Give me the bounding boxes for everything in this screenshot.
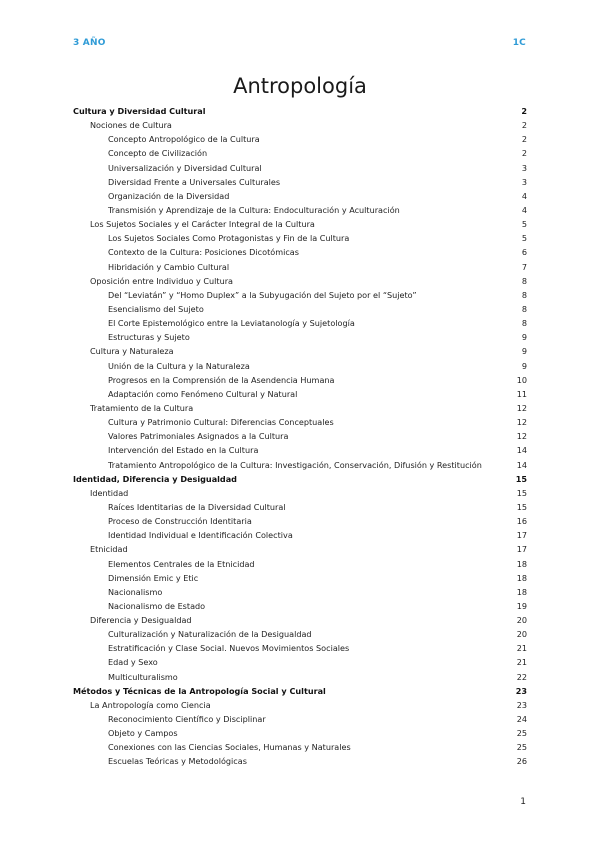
toc-entry-title: Conexiones con las Ciencias Sociales, Humanas y Naturales <box>108 742 351 753</box>
toc-entry-page: 21 <box>516 657 527 668</box>
toc-entry-level-3[interactable] <box>73 189 527 203</box>
toc-entry-page: 15 <box>515 473 527 484</box>
toc-entry-level-3[interactable] <box>73 557 527 571</box>
toc-entry-level-3[interactable] <box>73 302 527 316</box>
toc-entry-title: Métodos y Técnicas de la Antropología Social y Cultural <box>73 685 326 696</box>
toc-entry-level-3[interactable] <box>73 443 527 457</box>
toc-entry-page: 9 <box>521 346 527 357</box>
toc-entry-title: Contexto de la Cultura: Posiciones Dicotómicas <box>108 247 299 258</box>
toc-entry-title: Identidad, Diferencia y Desigualdad <box>73 473 237 484</box>
toc-entry-title: Dimensión Emic y Etic <box>108 572 199 583</box>
toc-entry-title: Cultura y Diversidad Cultural <box>73 106 206 116</box>
toc-entry-level-2[interactable] <box>73 217 527 231</box>
toc-entry-level-1[interactable] <box>73 472 527 486</box>
toc-entry-page: 17 <box>516 544 527 555</box>
toc-entry-page: 12 <box>516 402 527 413</box>
toc-entry-page: 15 <box>516 487 527 498</box>
toc-entry-level-3[interactable] <box>73 146 527 160</box>
toc-entry-level-3[interactable] <box>73 458 527 472</box>
toc-entry-page: 2 <box>521 148 527 159</box>
toc-entry-level-3[interactable] <box>73 670 527 684</box>
toc-entry-title: Tratamiento de la Cultura <box>90 402 194 413</box>
toc-entry-title: Culturalización y Naturalización de la Desigualdad <box>108 629 312 640</box>
toc-entry-title: Organización de la Diversidad <box>108 190 230 201</box>
toc-entry-level-3[interactable] <box>73 641 527 655</box>
toc-entry-level-2[interactable] <box>73 118 527 132</box>
toc-entry-page: 18 <box>516 586 527 597</box>
toc-entry-title: Nacionalismo <box>108 586 163 597</box>
toc-entry-title: Nacionalismo de Estado <box>108 600 206 611</box>
toc-entry-page: 21 <box>516 643 527 654</box>
toc-entry-level-3[interactable] <box>73 260 527 274</box>
toc-entry-page: 20 <box>516 615 527 626</box>
toc-entry-page: 25 <box>516 728 527 739</box>
toc-entry-page: 6 <box>521 247 527 258</box>
toc-entry-page: 9 <box>521 360 527 371</box>
toc-entry-page: 12 <box>516 417 527 428</box>
toc-entry-page: 14 <box>516 459 527 470</box>
header-course-year: 3 AÑO <box>73 38 106 48</box>
toc-entry-page: 8 <box>521 303 527 314</box>
toc-entry-page: 2 <box>521 134 527 145</box>
toc-entry-title: Identidad <box>90 487 129 498</box>
toc-entry-page: 15 <box>516 501 527 512</box>
toc-entry-title: Etnicidad <box>90 544 128 555</box>
toc-entry-level-3[interactable] <box>73 373 527 387</box>
toc-entry-page: 8 <box>521 289 527 300</box>
toc-entry-title: Los Sujetos Sociales Como Protagonistas y Fin de la Cultura <box>108 233 350 244</box>
toc-entry-page: 2 <box>521 120 527 131</box>
table-of-contents <box>73 104 527 769</box>
toc-entry-title: Valores Patrimoniales Asignados a la Cultura <box>108 431 289 442</box>
toc-entry-level-1[interactable] <box>73 684 527 698</box>
toc-entry-level-3[interactable] <box>73 359 527 373</box>
header-term: 1C <box>512 38 526 48</box>
toc-entry-title: Diversidad Frente a Universales Culturales <box>108 176 281 187</box>
toc-entry-page: 22 <box>516 671 527 682</box>
toc-entry-page: 12 <box>516 431 527 442</box>
toc-entry-level-3[interactable] <box>73 132 527 146</box>
toc-entry-page: 8 <box>521 275 527 286</box>
toc-entry-level-3[interactable] <box>73 415 527 429</box>
toc-entry-page: 18 <box>516 572 527 583</box>
toc-entry-page: 5 <box>521 233 527 244</box>
page-number: 1 <box>520 797 526 807</box>
toc-entry-page: 11 <box>516 388 527 399</box>
toc-entry-title: Elementos Centrales de la Etnicidad <box>108 558 255 569</box>
document-title: Antropología <box>233 74 367 98</box>
toc-entry-title: Concepto de Civilización <box>108 148 208 159</box>
toc-entry-level-3[interactable] <box>73 387 527 401</box>
toc-entry-title: Del “Leviatán” y “Homo Duplex” a la Subyugación del Sujeto por el “Sujeto” <box>108 289 417 300</box>
toc-entry-page: 4 <box>521 190 527 201</box>
toc-entry-title: Estratificación y Clase Social. Nuevos Movimientos Sociales <box>108 643 350 654</box>
toc-entry-title: Edad y Sexo <box>108 657 158 668</box>
toc-entry-level-3[interactable] <box>73 231 527 245</box>
toc-entry-page: 16 <box>516 516 527 527</box>
toc-entry-title: Unión de la Cultura y la Naturaleza <box>108 360 250 371</box>
toc-entry-page: 20 <box>516 629 527 640</box>
toc-entry-level-3[interactable] <box>73 514 527 528</box>
toc-entry-title: Raíces Identitarias de la Diversidad Cultural <box>108 501 286 512</box>
toc-entry-title: Diferencia y Desigualdad <box>90 615 192 626</box>
toc-entry-level-2[interactable] <box>73 486 527 500</box>
toc-entry-level-3[interactable] <box>73 599 527 613</box>
toc-entry-page: 9 <box>521 332 527 343</box>
toc-entry-level-3[interactable] <box>73 740 527 754</box>
toc-entry-title: Adaptación como Fenómeno Cultural y Natural <box>108 388 298 399</box>
toc-entry-title: Reconocimiento Científico y Disciplinar <box>108 714 266 725</box>
toc-entry-level-1[interactable] <box>73 104 527 118</box>
toc-entry-title: Hibridación y Cambio Cultural <box>108 261 230 272</box>
toc-entry-page: 25 <box>516 742 527 753</box>
toc-entry-title: Esencialismo del Sujeto <box>108 303 204 314</box>
toc-entry-title: Nociones de Cultura <box>90 120 172 131</box>
toc-entry-level-3[interactable] <box>73 528 527 542</box>
toc-entry-title: Escuelas Teóricas y Metodológicas <box>108 756 247 767</box>
toc-entry-level-3[interactable] <box>73 175 527 189</box>
toc-entry-title: Cultura y Patrimonio Cultural: Diferencias Conceptuales <box>108 417 334 428</box>
toc-entry-level-2[interactable] <box>73 698 527 712</box>
toc-entry-title: Objeto y Campos <box>108 728 178 739</box>
toc-entry-level-2[interactable] <box>73 274 527 288</box>
toc-entry-page: 23 <box>516 699 527 710</box>
toc-entry-page: 17 <box>516 530 527 541</box>
toc-entry-page: 2 <box>521 106 527 116</box>
toc-entry-title: Identidad Individual e Identificación Colectiva <box>108 530 293 541</box>
toc-entry-page: 7 <box>521 261 527 272</box>
toc-entry-page: 23 <box>515 685 527 696</box>
toc-entry-page: 14 <box>516 445 527 456</box>
toc-entry-title: Multiculturalismo <box>108 671 178 682</box>
toc-entry-page: 18 <box>516 558 527 569</box>
toc-entry-page: 5 <box>521 219 527 230</box>
toc-entry-level-3[interactable] <box>73 245 527 259</box>
toc-entry-level-3[interactable] <box>73 712 527 726</box>
toc-entry-level-3[interactable] <box>73 203 527 217</box>
toc-entry-level-3[interactable] <box>73 627 527 641</box>
toc-entry-level-3[interactable] <box>73 330 527 344</box>
toc-entry-title: La Antropología como Ciencia <box>90 699 211 710</box>
toc-entry-title: El Corte Epistemológico entre la Leviatanología y Sujetología <box>108 318 355 329</box>
toc-entry-page: 3 <box>521 176 527 187</box>
toc-entry-title: Proceso de Construcción Identitaria <box>108 516 252 527</box>
toc-entry-level-3[interactable] <box>73 571 527 585</box>
toc-entry-page: 24 <box>516 714 527 725</box>
toc-entry-level-3[interactable] <box>73 500 527 514</box>
toc-entry-page: 8 <box>521 318 527 329</box>
toc-entry-title: Cultura y Naturaleza <box>90 346 174 357</box>
toc-entry-page: 26 <box>516 756 527 767</box>
toc-entry-title: Tratamiento Antropológico de la Cultura: Investigación, Conservación, Difusión y Restitución <box>108 459 482 470</box>
toc-entry-level-3[interactable] <box>73 161 527 175</box>
toc-entry-page: 3 <box>521 162 527 173</box>
toc-entry-title: Estructuras y Sujeto <box>108 332 190 343</box>
toc-entry-level-2[interactable] <box>73 344 527 358</box>
toc-entry-level-2[interactable] <box>73 542 527 556</box>
toc-entry-title: Concepto Antropológico de la Cultura <box>108 134 260 145</box>
toc-entry-title: Progresos en la Comprensión de la Asendencia Humana <box>108 374 335 385</box>
toc-entry-level-2[interactable] <box>73 401 527 415</box>
toc-entry-level-3[interactable] <box>73 288 527 302</box>
toc-entry-level-3[interactable] <box>73 726 527 740</box>
toc-entry-title: Universalización y Diversidad Cultural <box>108 162 262 173</box>
toc-entry-level-3[interactable] <box>73 585 527 599</box>
toc-entry-title: Transmisión y Aprendizaje de la Cultura: Endoculturación y Aculturación <box>108 204 400 215</box>
toc-entry-title: Los Sujetos Sociales y el Carácter Integral de la Cultura <box>90 219 315 230</box>
toc-entry-level-2[interactable] <box>73 613 527 627</box>
toc-entry-title: Oposición entre Individuo y Cultura <box>90 275 233 286</box>
toc-entry-level-3[interactable] <box>73 754 527 768</box>
toc-entry-page: 10 <box>516 374 527 385</box>
toc-entry-page: 4 <box>521 204 527 215</box>
toc-entry-level-3[interactable] <box>73 655 527 669</box>
toc-entry-level-3[interactable] <box>73 316 527 330</box>
toc-entry-page: 19 <box>516 600 527 611</box>
toc-entry-title: Intervención del Estado en la Cultura <box>108 445 259 456</box>
toc-entry-level-3[interactable] <box>73 429 527 443</box>
